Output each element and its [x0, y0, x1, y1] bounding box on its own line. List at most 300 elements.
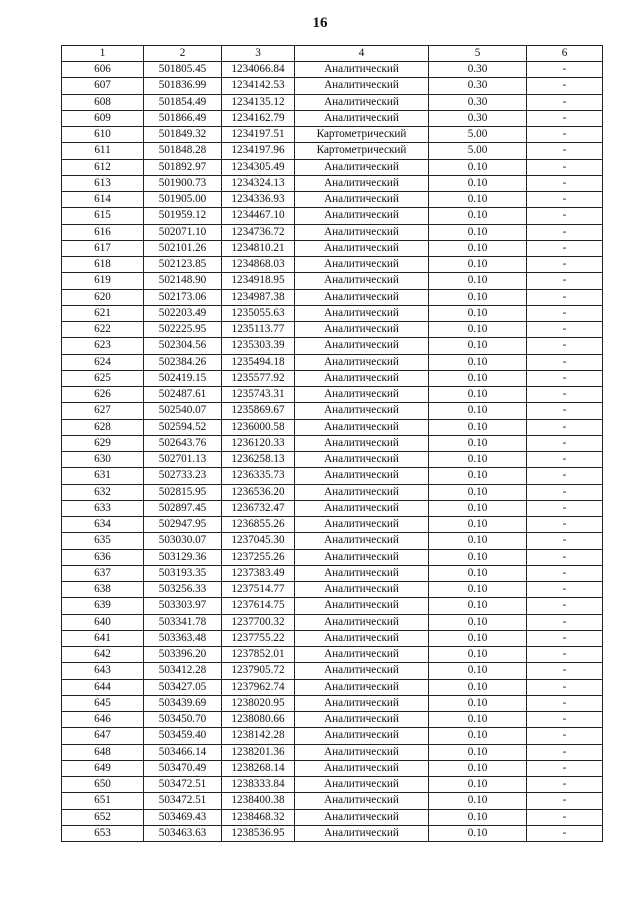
- method-cell: Аналитический: [295, 712, 429, 728]
- note-cell: -: [527, 500, 603, 516]
- note-cell: -: [527, 435, 603, 451]
- note-cell: -: [527, 289, 603, 305]
- y-coordinate-cell: 1235055.63: [222, 305, 295, 321]
- table-row: [62, 419, 603, 435]
- note-cell: -: [527, 533, 603, 549]
- point-number-cell: 640: [62, 614, 144, 630]
- x-coordinate-cell: 502071.10: [144, 224, 222, 240]
- table-row: [62, 110, 603, 126]
- method-cell: Аналитический: [295, 484, 429, 500]
- y-coordinate-cell: 1238020.95: [222, 695, 295, 711]
- method-cell: Аналитический: [295, 679, 429, 695]
- y-coordinate-cell: 1234736.72: [222, 224, 295, 240]
- x-coordinate-cell: 502101.26: [144, 240, 222, 256]
- x-coordinate-cell: 501866.49: [144, 110, 222, 126]
- note-cell: -: [527, 744, 603, 760]
- table-row: [62, 387, 603, 403]
- y-coordinate-cell: 1234810.21: [222, 240, 295, 256]
- x-coordinate-cell: 503427.05: [144, 679, 222, 695]
- method-cell: Аналитический: [295, 78, 429, 94]
- y-coordinate-cell: 1238142.28: [222, 728, 295, 744]
- note-cell: -: [527, 760, 603, 776]
- note-cell: -: [527, 452, 603, 468]
- x-coordinate-cell: 502173.06: [144, 289, 222, 305]
- table-body: [62, 62, 603, 842]
- y-coordinate-cell: 1235743.31: [222, 387, 295, 403]
- table-row: [62, 598, 603, 614]
- point-number-cell: 621: [62, 305, 144, 321]
- note-cell: -: [527, 240, 603, 256]
- y-coordinate-cell: 1234336.93: [222, 192, 295, 208]
- accuracy-cell: 0.10: [429, 614, 527, 630]
- x-coordinate-cell: 503396.20: [144, 647, 222, 663]
- point-number-cell: 652: [62, 809, 144, 825]
- note-cell: -: [527, 647, 603, 663]
- note-cell: -: [527, 582, 603, 598]
- note-cell: -: [527, 78, 603, 94]
- accuracy-cell: 0.10: [429, 825, 527, 841]
- accuracy-cell: 0.10: [429, 712, 527, 728]
- table-row: [62, 338, 603, 354]
- x-coordinate-cell: 502203.49: [144, 305, 222, 321]
- method-cell: Аналитический: [295, 159, 429, 175]
- point-number-cell: 625: [62, 370, 144, 386]
- y-coordinate-cell: 1235869.67: [222, 403, 295, 419]
- point-number-cell: 624: [62, 354, 144, 370]
- y-coordinate-cell: 1236732.47: [222, 500, 295, 516]
- table-row: [62, 695, 603, 711]
- y-coordinate-cell: 1234135.12: [222, 94, 295, 110]
- point-number-cell: 608: [62, 94, 144, 110]
- accuracy-cell: 0.10: [429, 630, 527, 646]
- note-cell: -: [527, 695, 603, 711]
- column-header: 1: [62, 46, 144, 62]
- table-row: [62, 192, 603, 208]
- x-coordinate-cell: 503341.78: [144, 614, 222, 630]
- table-row: [62, 289, 603, 305]
- x-coordinate-cell: 502384.26: [144, 354, 222, 370]
- table-row: [62, 565, 603, 581]
- accuracy-cell: 0.10: [429, 517, 527, 533]
- y-coordinate-cell: 1234162.79: [222, 110, 295, 126]
- coordinates-table: [61, 45, 603, 842]
- accuracy-cell: 0.10: [429, 533, 527, 549]
- table-row: [62, 273, 603, 289]
- point-number-cell: 628: [62, 419, 144, 435]
- x-coordinate-cell: 502487.61: [144, 387, 222, 403]
- method-cell: Аналитический: [295, 62, 429, 78]
- table-row: [62, 62, 603, 78]
- point-number-cell: 644: [62, 679, 144, 695]
- note-cell: -: [527, 322, 603, 338]
- y-coordinate-cell: 1234918.95: [222, 273, 295, 289]
- point-number-cell: 609: [62, 110, 144, 126]
- method-cell: Аналитический: [295, 208, 429, 224]
- table-row: [62, 354, 603, 370]
- x-coordinate-cell: 503466.14: [144, 744, 222, 760]
- table-row: [62, 435, 603, 451]
- accuracy-cell: 0.10: [429, 403, 527, 419]
- x-coordinate-cell: 502419.15: [144, 370, 222, 386]
- accuracy-cell: 0.10: [429, 744, 527, 760]
- point-number-cell: 634: [62, 517, 144, 533]
- accuracy-cell: 0.10: [429, 760, 527, 776]
- table-row: [62, 793, 603, 809]
- y-coordinate-cell: 1238080.66: [222, 712, 295, 728]
- y-coordinate-cell: 1237852.01: [222, 647, 295, 663]
- column-header: 3: [222, 46, 295, 62]
- y-coordinate-cell: 1234197.96: [222, 143, 295, 159]
- x-coordinate-cell: 502897.45: [144, 500, 222, 516]
- accuracy-cell: 0.10: [429, 452, 527, 468]
- table-row: [62, 760, 603, 776]
- accuracy-cell: 0.30: [429, 62, 527, 78]
- point-number-cell: 630: [62, 452, 144, 468]
- accuracy-cell: 0.10: [429, 322, 527, 338]
- accuracy-cell: 0.10: [429, 387, 527, 403]
- accuracy-cell: 0.10: [429, 695, 527, 711]
- accuracy-cell: 0.10: [429, 192, 527, 208]
- table-row: [62, 777, 603, 793]
- method-cell: Аналитический: [295, 809, 429, 825]
- point-number-cell: 643: [62, 663, 144, 679]
- method-cell: Аналитический: [295, 224, 429, 240]
- y-coordinate-cell: 1237614.75: [222, 598, 295, 614]
- note-cell: -: [527, 679, 603, 695]
- point-number-cell: 622: [62, 322, 144, 338]
- point-number-cell: 612: [62, 159, 144, 175]
- point-number-cell: 607: [62, 78, 144, 94]
- method-cell: Аналитический: [295, 94, 429, 110]
- x-coordinate-cell: 503030.07: [144, 533, 222, 549]
- note-cell: -: [527, 273, 603, 289]
- note-cell: -: [527, 62, 603, 78]
- point-number-cell: 623: [62, 338, 144, 354]
- point-number-cell: 647: [62, 728, 144, 744]
- method-cell: Аналитический: [295, 435, 429, 451]
- accuracy-cell: 5.00: [429, 127, 527, 143]
- accuracy-cell: 0.10: [429, 809, 527, 825]
- x-coordinate-cell: 503303.97: [144, 598, 222, 614]
- y-coordinate-cell: 1234987.38: [222, 289, 295, 305]
- x-coordinate-cell: 503439.69: [144, 695, 222, 711]
- accuracy-cell: 0.10: [429, 647, 527, 663]
- accuracy-cell: 0.10: [429, 273, 527, 289]
- method-cell: Аналитический: [295, 582, 429, 598]
- column-header: 4: [295, 46, 429, 62]
- note-cell: -: [527, 712, 603, 728]
- table-row: [62, 728, 603, 744]
- x-coordinate-cell: 503193.35: [144, 565, 222, 581]
- note-cell: -: [527, 565, 603, 581]
- accuracy-cell: 0.10: [429, 549, 527, 565]
- point-number-cell: 631: [62, 468, 144, 484]
- table-row: [62, 159, 603, 175]
- method-cell: Аналитический: [295, 663, 429, 679]
- y-coordinate-cell: 1234142.53: [222, 78, 295, 94]
- x-coordinate-cell: 503470.49: [144, 760, 222, 776]
- x-coordinate-cell: 503459.40: [144, 728, 222, 744]
- accuracy-cell: 0.10: [429, 793, 527, 809]
- accuracy-cell: 0.30: [429, 94, 527, 110]
- y-coordinate-cell: 1237962.74: [222, 679, 295, 695]
- method-cell: Аналитический: [295, 793, 429, 809]
- method-cell: Аналитический: [295, 354, 429, 370]
- note-cell: -: [527, 370, 603, 386]
- point-number-cell: 636: [62, 549, 144, 565]
- y-coordinate-cell: 1237905.72: [222, 663, 295, 679]
- accuracy-cell: 0.10: [429, 435, 527, 451]
- note-cell: -: [527, 224, 603, 240]
- note-cell: -: [527, 614, 603, 630]
- note-cell: -: [527, 257, 603, 273]
- x-coordinate-cell: 503129.36: [144, 549, 222, 565]
- method-cell: Аналитический: [295, 403, 429, 419]
- y-coordinate-cell: 1238400.38: [222, 793, 295, 809]
- accuracy-cell: 0.30: [429, 110, 527, 126]
- x-coordinate-cell: 502947.95: [144, 517, 222, 533]
- table-row: [62, 630, 603, 646]
- x-coordinate-cell: 501849.32: [144, 127, 222, 143]
- note-cell: -: [527, 208, 603, 224]
- accuracy-cell: 0.10: [429, 240, 527, 256]
- method-cell: Аналитический: [295, 565, 429, 581]
- method-cell: Аналитический: [295, 289, 429, 305]
- accuracy-cell: 0.10: [429, 777, 527, 793]
- table-row: [62, 208, 603, 224]
- y-coordinate-cell: 1235113.77: [222, 322, 295, 338]
- accuracy-cell: 0.10: [429, 500, 527, 516]
- accuracy-cell: 0.10: [429, 679, 527, 695]
- x-coordinate-cell: 502304.56: [144, 338, 222, 354]
- accuracy-cell: 0.10: [429, 582, 527, 598]
- y-coordinate-cell: 1234066.84: [222, 62, 295, 78]
- point-number-cell: 638: [62, 582, 144, 598]
- note-cell: -: [527, 777, 603, 793]
- method-cell: Аналитический: [295, 370, 429, 386]
- y-coordinate-cell: 1238268.14: [222, 760, 295, 776]
- note-cell: -: [527, 143, 603, 159]
- note-cell: -: [527, 110, 603, 126]
- x-coordinate-cell: 503472.51: [144, 793, 222, 809]
- method-cell: Аналитический: [295, 110, 429, 126]
- x-coordinate-cell: 501836.99: [144, 78, 222, 94]
- y-coordinate-cell: 1237255.26: [222, 549, 295, 565]
- table-row: [62, 582, 603, 598]
- note-cell: -: [527, 354, 603, 370]
- x-coordinate-cell: 503472.51: [144, 777, 222, 793]
- table-row: [62, 484, 603, 500]
- method-cell: Картометрический: [295, 143, 429, 159]
- method-cell: Картометрический: [295, 127, 429, 143]
- method-cell: Аналитический: [295, 630, 429, 646]
- x-coordinate-cell: 503469.43: [144, 809, 222, 825]
- note-cell: -: [527, 793, 603, 809]
- note-cell: -: [527, 598, 603, 614]
- method-cell: Аналитический: [295, 338, 429, 354]
- note-cell: -: [527, 305, 603, 321]
- x-coordinate-cell: 501854.49: [144, 94, 222, 110]
- method-cell: Аналитический: [295, 744, 429, 760]
- point-number-cell: 629: [62, 435, 144, 451]
- x-coordinate-cell: 502815.95: [144, 484, 222, 500]
- x-coordinate-cell: 502733.23: [144, 468, 222, 484]
- method-cell: Аналитический: [295, 517, 429, 533]
- point-number-cell: 616: [62, 224, 144, 240]
- point-number-cell: 635: [62, 533, 144, 549]
- y-coordinate-cell: 1238468.32: [222, 809, 295, 825]
- x-coordinate-cell: 502701.13: [144, 452, 222, 468]
- y-coordinate-cell: 1236855.26: [222, 517, 295, 533]
- table-row: [62, 403, 603, 419]
- point-number-cell: 637: [62, 565, 144, 581]
- method-cell: Аналитический: [295, 760, 429, 776]
- accuracy-cell: 0.10: [429, 289, 527, 305]
- table-row: [62, 647, 603, 663]
- y-coordinate-cell: 1237514.77: [222, 582, 295, 598]
- note-cell: -: [527, 484, 603, 500]
- x-coordinate-cell: 501900.73: [144, 175, 222, 191]
- point-number-cell: 646: [62, 712, 144, 728]
- note-cell: -: [527, 127, 603, 143]
- y-coordinate-cell: 1234467.10: [222, 208, 295, 224]
- method-cell: Аналитический: [295, 695, 429, 711]
- point-number-cell: 648: [62, 744, 144, 760]
- method-cell: Аналитический: [295, 322, 429, 338]
- table-row: [62, 257, 603, 273]
- column-header: 5: [429, 46, 527, 62]
- method-cell: Аналитический: [295, 777, 429, 793]
- table-row: [62, 78, 603, 94]
- note-cell: -: [527, 468, 603, 484]
- y-coordinate-cell: 1234305.49: [222, 159, 295, 175]
- accuracy-cell: 0.10: [429, 565, 527, 581]
- point-number-cell: 641: [62, 630, 144, 646]
- note-cell: -: [527, 517, 603, 533]
- accuracy-cell: 0.10: [429, 598, 527, 614]
- method-cell: Аналитический: [295, 273, 429, 289]
- page-number: 16: [312, 15, 328, 31]
- table-row: [62, 452, 603, 468]
- accuracy-cell: 0.10: [429, 484, 527, 500]
- x-coordinate-cell: 502225.95: [144, 322, 222, 338]
- x-coordinate-cell: 501805.45: [144, 62, 222, 78]
- table-row: [62, 825, 603, 841]
- y-coordinate-cell: 1234197.51: [222, 127, 295, 143]
- note-cell: -: [527, 663, 603, 679]
- note-cell: -: [527, 825, 603, 841]
- y-coordinate-cell: 1238201.36: [222, 744, 295, 760]
- note-cell: -: [527, 175, 603, 191]
- x-coordinate-cell: 503463.63: [144, 825, 222, 841]
- accuracy-cell: 0.30: [429, 78, 527, 94]
- table-row: [62, 305, 603, 321]
- method-cell: Аналитический: [295, 419, 429, 435]
- note-cell: -: [527, 387, 603, 403]
- x-coordinate-cell: 501905.00: [144, 192, 222, 208]
- point-number-cell: 614: [62, 192, 144, 208]
- table-row: [62, 712, 603, 728]
- accuracy-cell: 0.10: [429, 159, 527, 175]
- note-cell: -: [527, 94, 603, 110]
- y-coordinate-cell: 1236258.13: [222, 452, 295, 468]
- y-coordinate-cell: 1236536.20: [222, 484, 295, 500]
- y-coordinate-cell: 1235303.39: [222, 338, 295, 354]
- note-cell: -: [527, 403, 603, 419]
- note-cell: -: [527, 728, 603, 744]
- point-number-cell: 610: [62, 127, 144, 143]
- table-row: [62, 224, 603, 240]
- y-coordinate-cell: 1234868.03: [222, 257, 295, 273]
- x-coordinate-cell: 503256.33: [144, 582, 222, 598]
- point-number-cell: 620: [62, 289, 144, 305]
- x-coordinate-cell: 501959.12: [144, 208, 222, 224]
- point-number-cell: 651: [62, 793, 144, 809]
- method-cell: Аналитический: [295, 305, 429, 321]
- y-coordinate-cell: 1236335.73: [222, 468, 295, 484]
- point-number-cell: 611: [62, 143, 144, 159]
- column-header: 6: [527, 46, 603, 62]
- point-number-cell: 606: [62, 62, 144, 78]
- table-row: [62, 663, 603, 679]
- y-coordinate-cell: 1238333.84: [222, 777, 295, 793]
- accuracy-cell: 0.10: [429, 354, 527, 370]
- method-cell: Аналитический: [295, 614, 429, 630]
- method-cell: Аналитический: [295, 468, 429, 484]
- point-number-cell: 642: [62, 647, 144, 663]
- table-row: [62, 517, 603, 533]
- accuracy-cell: 0.10: [429, 728, 527, 744]
- point-number-cell: 649: [62, 760, 144, 776]
- y-coordinate-cell: 1234324.13: [222, 175, 295, 191]
- note-cell: -: [527, 630, 603, 646]
- y-coordinate-cell: 1237383.49: [222, 565, 295, 581]
- table-row: [62, 370, 603, 386]
- point-number-cell: 653: [62, 825, 144, 841]
- method-cell: Аналитический: [295, 452, 429, 468]
- method-cell: Аналитический: [295, 549, 429, 565]
- point-number-cell: 627: [62, 403, 144, 419]
- method-cell: Аналитический: [295, 825, 429, 841]
- method-cell: Аналитический: [295, 387, 429, 403]
- table-row: [62, 127, 603, 143]
- point-number-cell: 633: [62, 500, 144, 516]
- table-row: [62, 500, 603, 516]
- table-row: [62, 143, 603, 159]
- x-coordinate-cell: 501848.28: [144, 143, 222, 159]
- accuracy-cell: 0.10: [429, 175, 527, 191]
- table-row: [62, 240, 603, 256]
- note-cell: -: [527, 159, 603, 175]
- method-cell: Аналитический: [295, 175, 429, 191]
- table-row: [62, 679, 603, 695]
- y-coordinate-cell: 1235494.18: [222, 354, 295, 370]
- point-number-cell: 613: [62, 175, 144, 191]
- table-row: [62, 614, 603, 630]
- method-cell: Аналитический: [295, 728, 429, 744]
- accuracy-cell: 5.00: [429, 143, 527, 159]
- x-coordinate-cell: 503450.70: [144, 712, 222, 728]
- point-number-cell: 619: [62, 273, 144, 289]
- y-coordinate-cell: 1238536.95: [222, 825, 295, 841]
- column-header: 2: [144, 46, 222, 62]
- table-row: [62, 468, 603, 484]
- method-cell: Аналитический: [295, 598, 429, 614]
- table-row: [62, 94, 603, 110]
- point-number-cell: 645: [62, 695, 144, 711]
- method-cell: Аналитический: [295, 240, 429, 256]
- method-cell: Аналитический: [295, 500, 429, 516]
